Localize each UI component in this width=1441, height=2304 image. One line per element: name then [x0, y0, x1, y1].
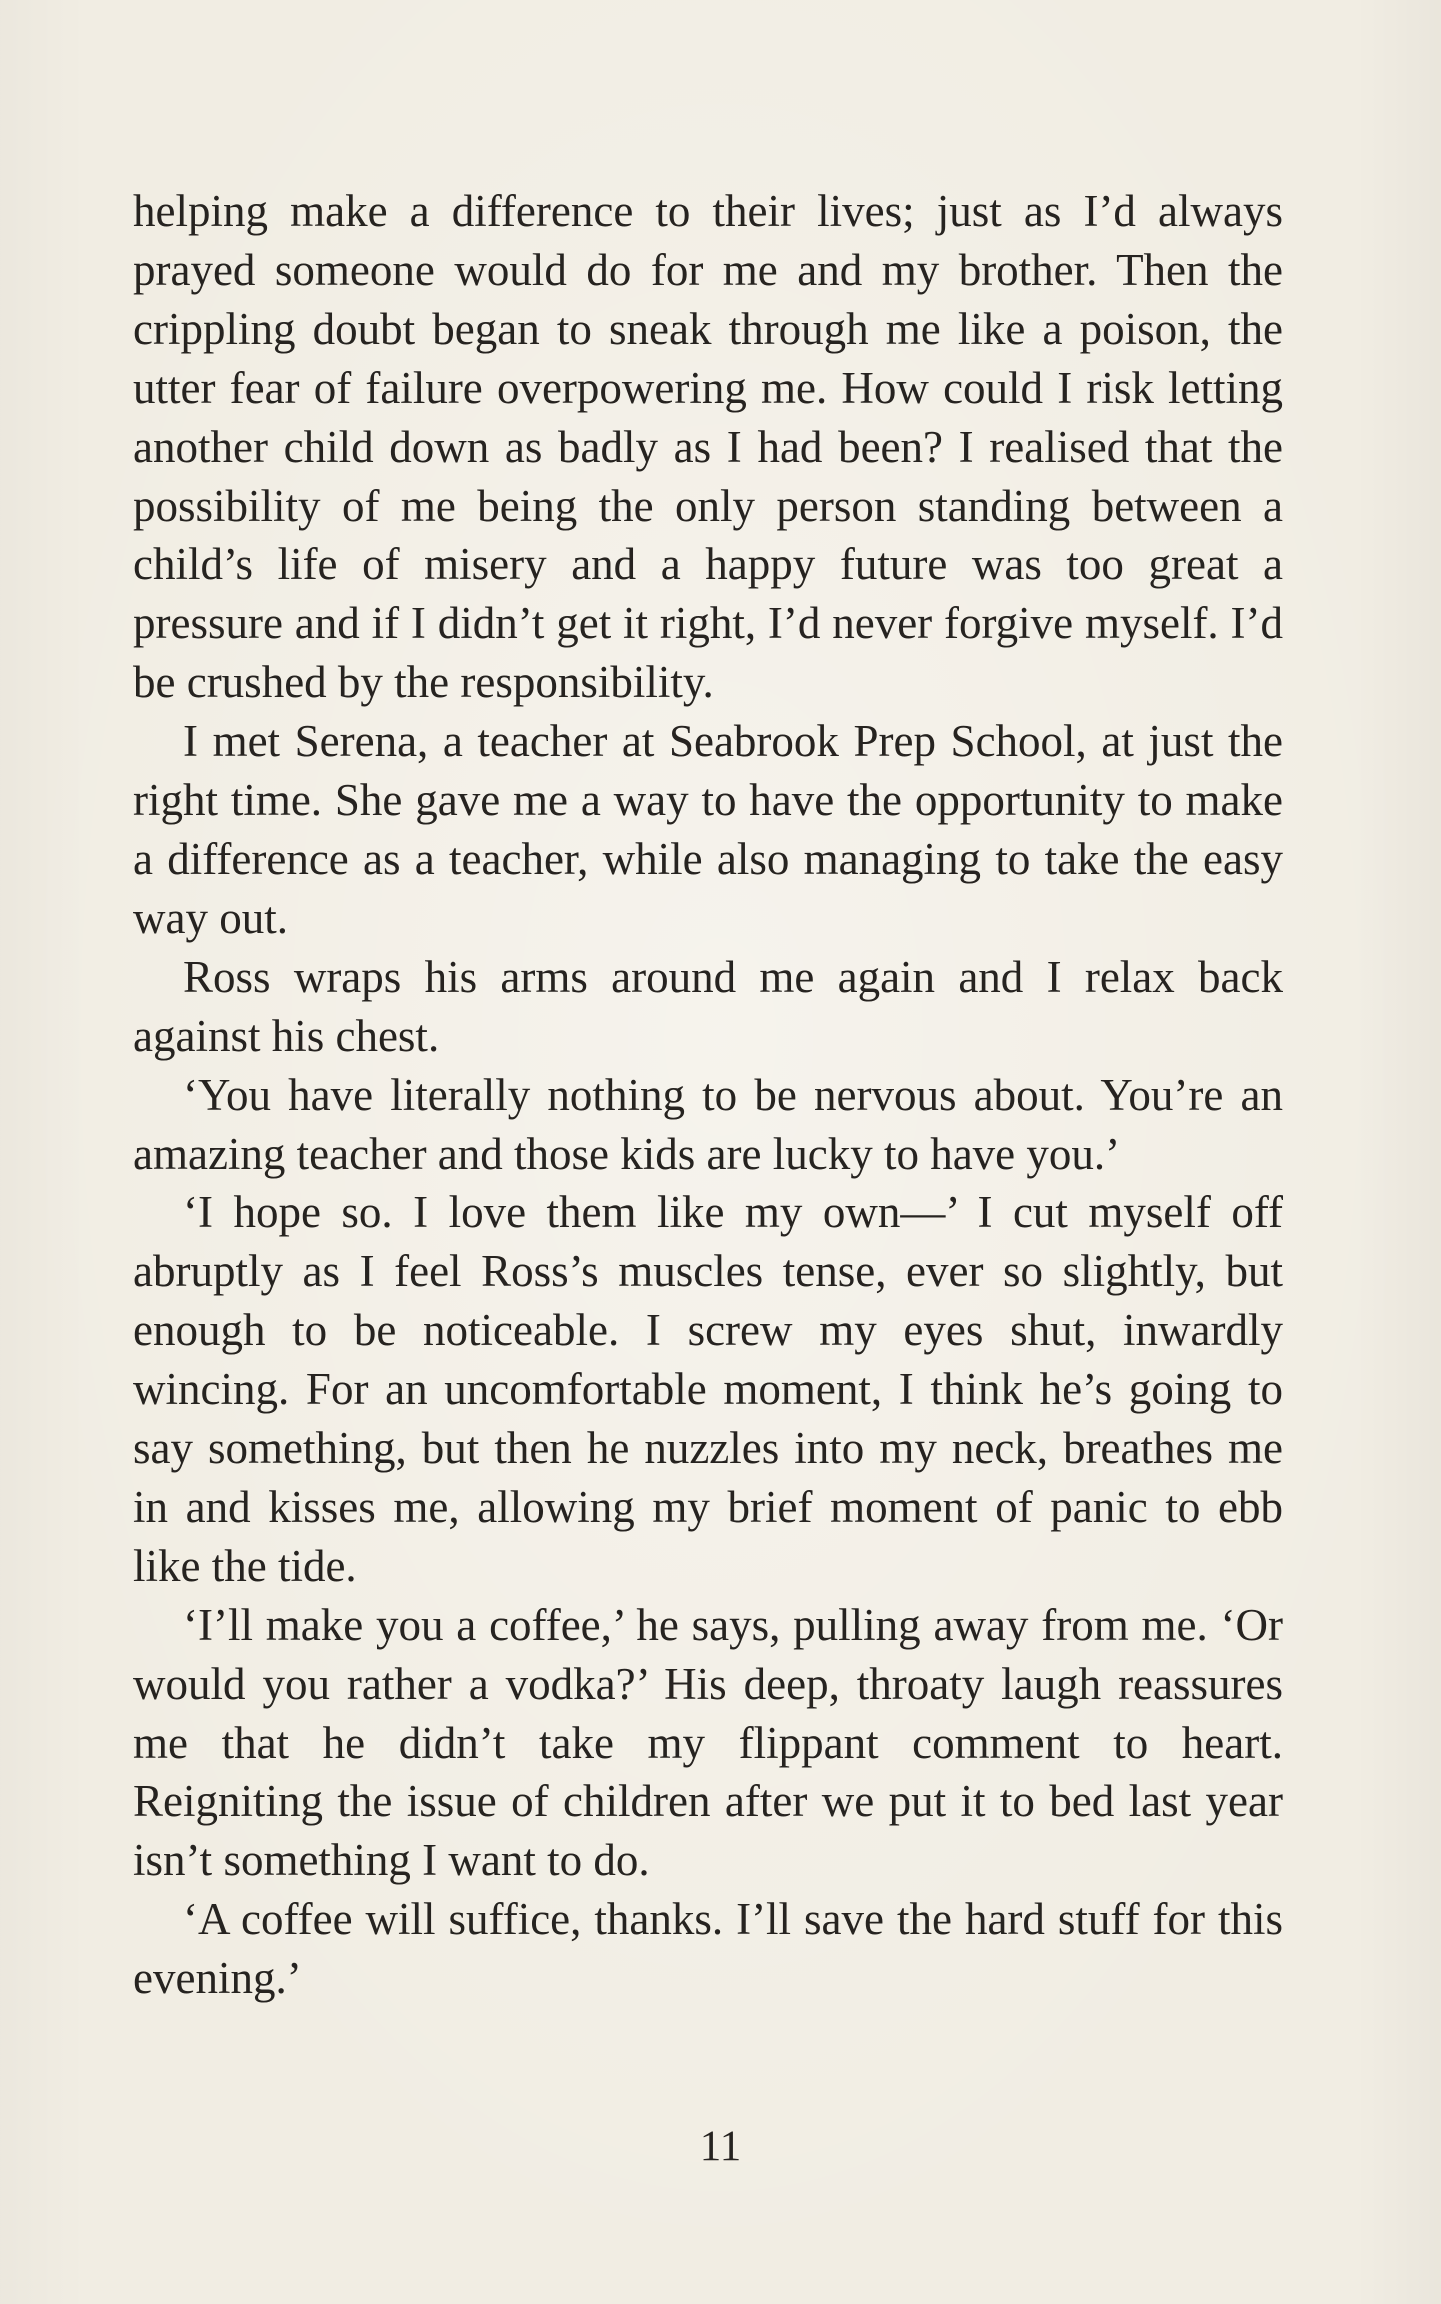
body-text — [133, 182, 1283, 2008]
paragraph-ross-wraps: Ross wraps his arms around me again and I relax back against his chest. — [133, 951, 1283, 1061]
paragraph-nervous: ‘You have literally nothing to be nervous about. You’re an amazing teacher and those kids are lucky to have you.’ — [133, 1069, 1283, 1179]
paragraph-serena: I met Serena, a teacher at Seabrook Prep School, at just the right time. She gave me a way to have the opportunity to make a difference as a teacher, while also managing to take the easy way out. — [133, 716, 1283, 943]
paragraph-coffee-reply: ‘A coffee will suffice, thanks. I’ll save the hard stuff for this evening.’ — [133, 1894, 1283, 2004]
paragraph-continued: helping make a difference to their lives; just as I’d always prayed someone would do for me and my brother. Then the crippling doubt began to sneak through me like a poison, the utter fear of failure overpowering me. How could I risk letting another child down as badly as I had been? I realised that the possibility of me being the only person standing between a child’s life of misery and a happy future was too great a pressure and if I didn’t get it right, I’d never forgive myself. I’d be crushed by the responsibility. — [133, 186, 1283, 708]
paragraph-coffee-offer: ‘I’ll make you a coffee,’ he says, pulling away from me. ‘Or would you rather a vodka?’ His deep, throaty laugh reassures me that he didn’t take my flippant comment to heart. Reigniting the issue of children after we put it to bed last year isn’t something I want to do. — [133, 1599, 1283, 1886]
page-number: 11 — [699, 2123, 742, 2170]
paragraph-hope-so: ‘I hope so. I love them like my own—’ I cut myself off abruptly as I feel Ross’s muscles tense, ever so slightly, but enough to be noticeable. I screw my eyes shut, inwardly wincing. For an uncomfortable moment, I think he’s going to say something, but then he nuzzles into my neck, breathes me in and kisses me, allowing my brief moment of panic to ebb like the tide. — [133, 1187, 1283, 1591]
